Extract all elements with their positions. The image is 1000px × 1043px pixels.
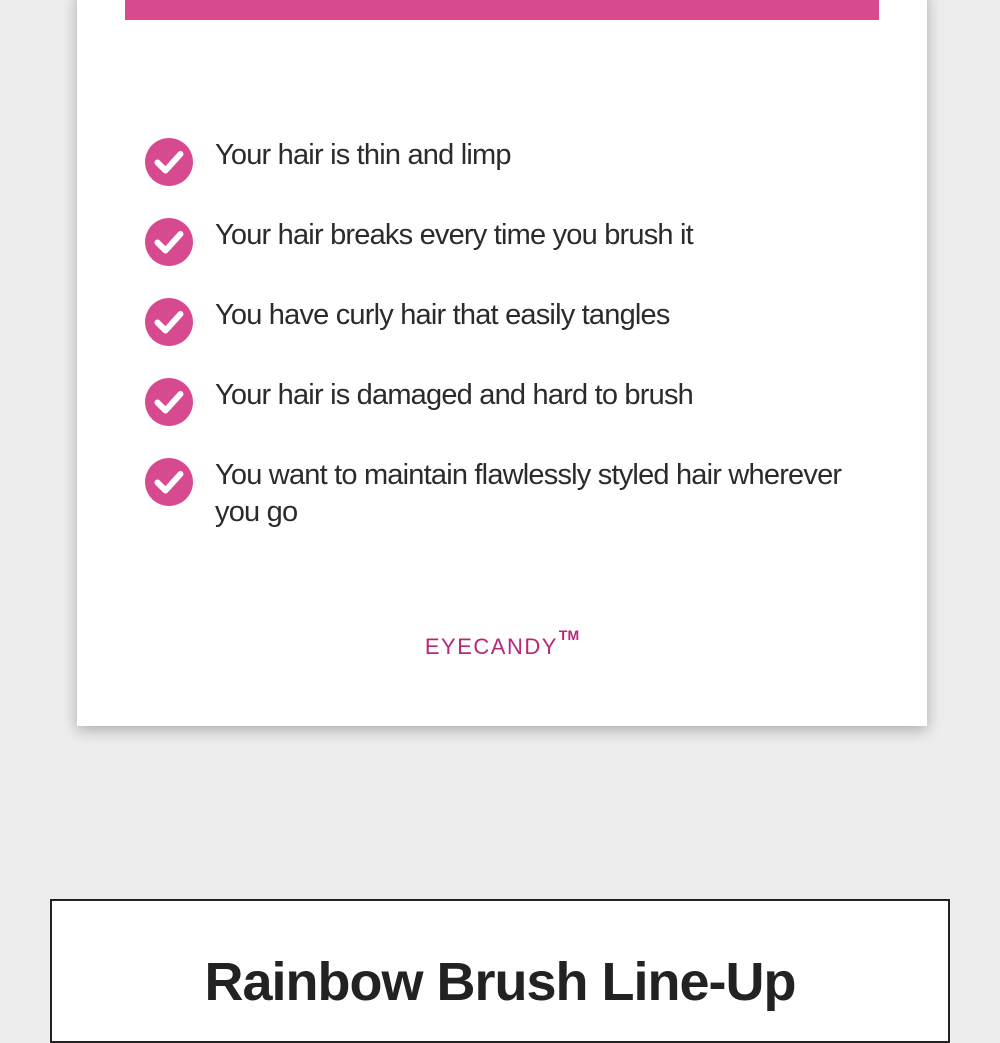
card-header-bar (125, 0, 879, 20)
lineup-section (50, 899, 950, 1043)
checklist-item (145, 137, 865, 183)
trademark-symbol: TM (558, 627, 580, 643)
check-circle-icon (145, 378, 193, 426)
checklist-item-text: Your hair breaks every time you brush it (215, 219, 693, 251)
eyecandy-logo (77, 627, 927, 660)
lineup-title: Rainbow Brush Line-Up (204, 952, 796, 1012)
checklist-item-text: You have curly hair that easily tangles (215, 299, 670, 331)
checklist-item-text: Your hair is thin and limp (215, 139, 511, 171)
checklist-item (145, 377, 865, 423)
checklist-item (145, 297, 865, 343)
check-circle-icon (145, 458, 193, 506)
checklist-item-text: Your hair is damaged and hard to brush (215, 379, 693, 411)
check-circle-icon (145, 218, 193, 266)
checklist-item (145, 457, 865, 531)
info-card (77, 0, 927, 726)
checklist-item (145, 217, 865, 263)
check-circle-icon (145, 138, 193, 186)
check-circle-icon (145, 298, 193, 346)
logo-wordmark: EYECANDY (424, 634, 558, 659)
checklist-item-text: You want to maintain flawlessly styled hair wherever you go (215, 459, 842, 528)
benefits-checklist (145, 137, 865, 565)
